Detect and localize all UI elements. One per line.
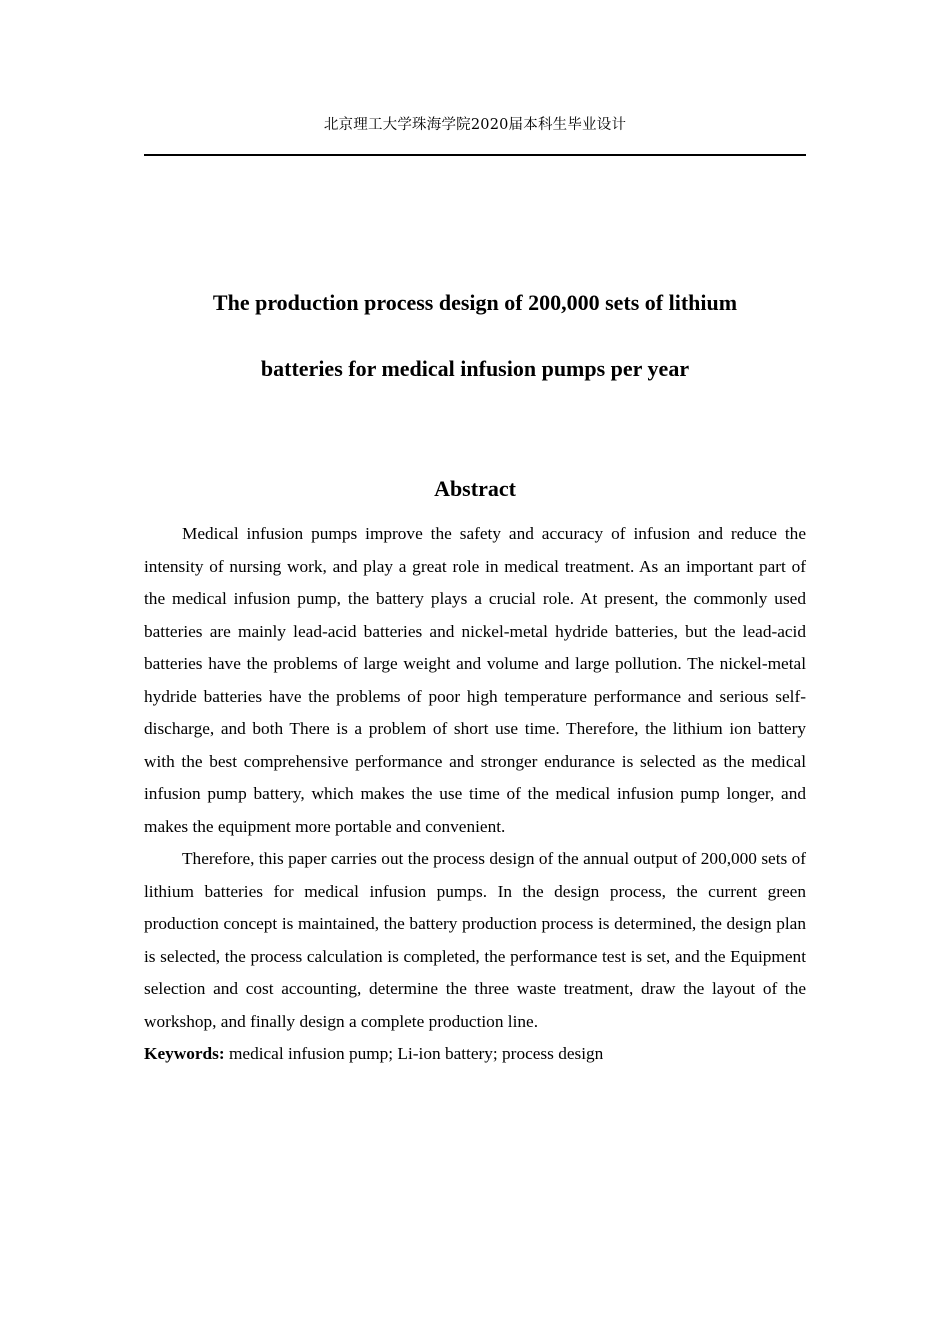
abstract-paragraph-2: Therefore, this paper carries out the process design of the annual output of 200,000 sets of lithium batteries for medical infusion pumps. In the design process, the current green production concept is maintained, the battery production process is determined, the design plan is selected, the process calculation is completed, the performance test is set, and the Equipment selection and cost accounting, determine the three waste treatment, draw the layout of the workshop, and finally design a complete production line. <box>144 849 806 1031</box>
keywords-line <box>144 1038 806 1071</box>
page-header: 北京理工大学珠海学院2020届本科生毕业设计 <box>323 117 627 133</box>
title-line-2: batteries for medical infusion pumps per year <box>260 356 690 381</box>
abstract-body <box>144 518 806 1071</box>
abstract-paragraph-1: Medical infusion pumps improve the safety and accuracy of infusion and reduce the intensity of nursing work, and play a great role in medical treatment. As an important part of the medical infusion pump, the battery plays a crucial role. At present, the commonly used batteries are mainly lead-acid batteries and nickel-metal hydride batteries, but the lead-acid batteries have the problems of large weight and volume and large pollution. The nickel-metal hydride batteries have the problems of poor high temperature performance and serious self-discharge, and both There is a problem of short use time. Therefore, the lithium ion battery with the best comprehensive performance and stronger endurance is selected as the medical infusion pump battery, which makes the use time of the medical infusion pump longer, and makes the equipment more portable and convenient. <box>144 524 806 836</box>
paper-title <box>0 286 950 418</box>
header-rule <box>144 154 806 156</box>
abstract-heading: Abstract <box>434 476 516 501</box>
keywords-label: Keywords: <box>144 1044 225 1063</box>
keywords-text: medical infusion pump; Li-ion battery; process design <box>224 1044 604 1063</box>
title-line-1: The production process design of 200,000 sets of lithium <box>212 290 738 315</box>
